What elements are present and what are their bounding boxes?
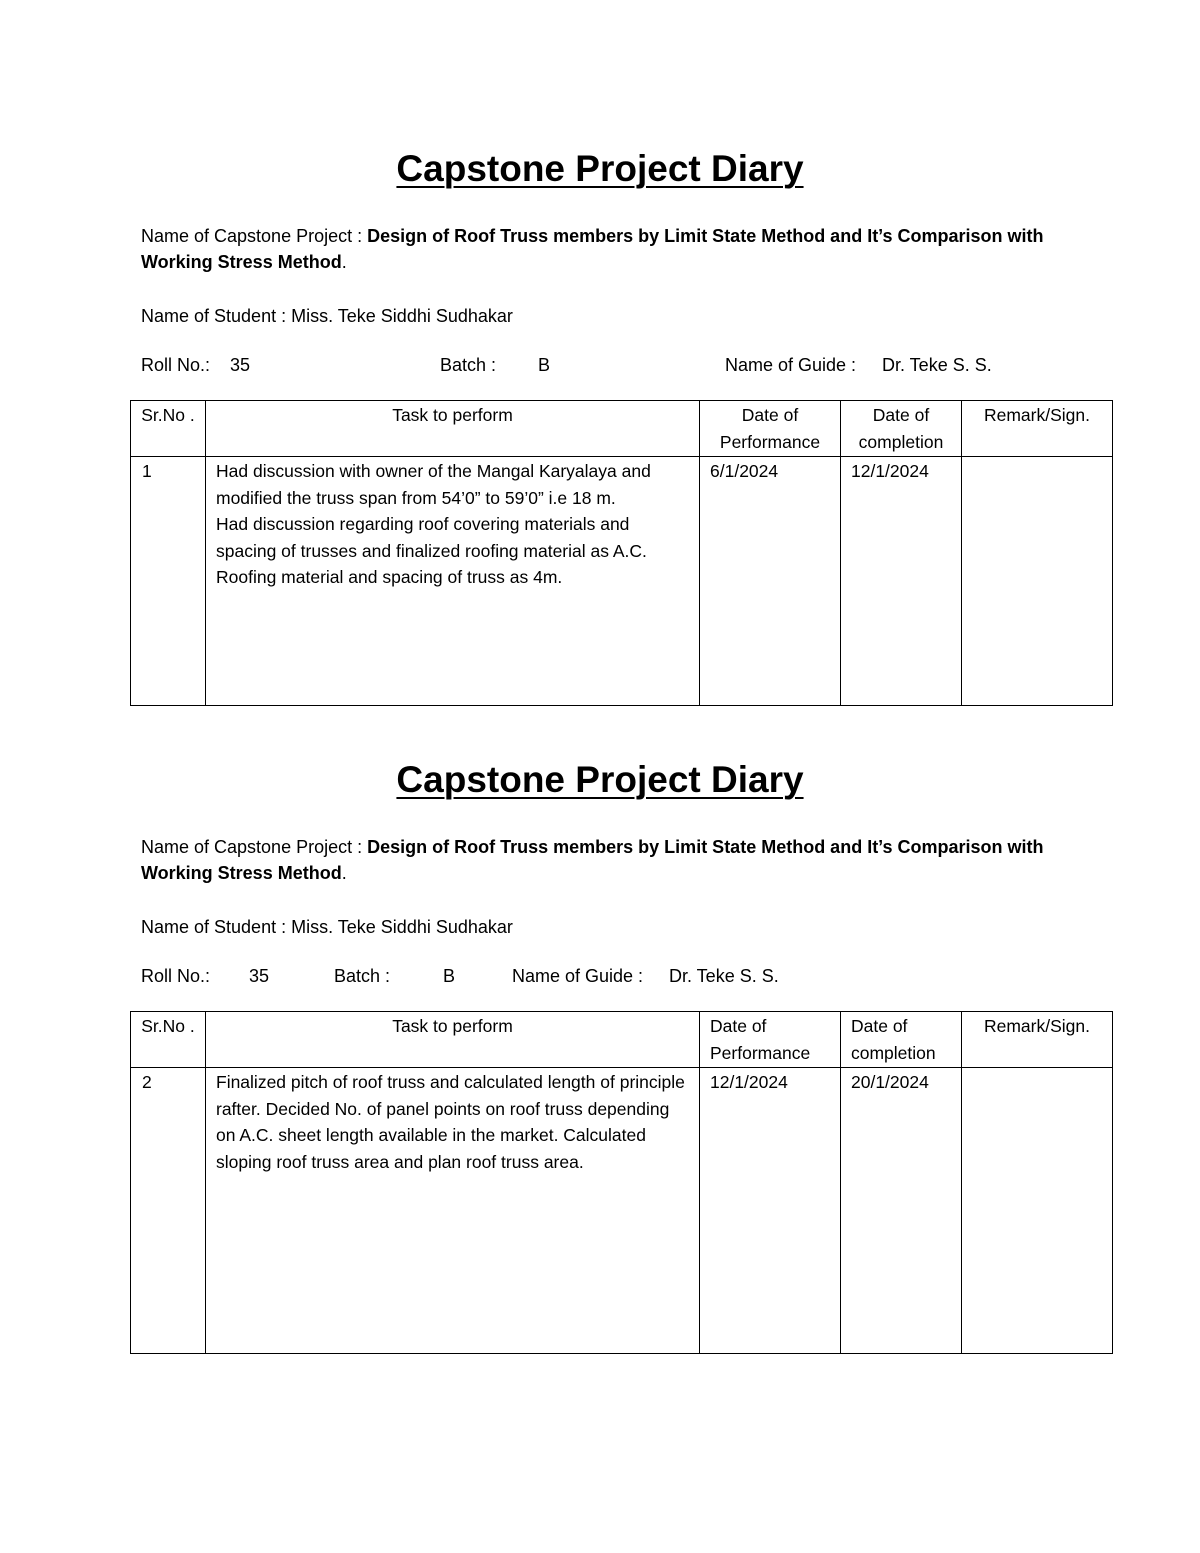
project-name: Design of Roof Truss members by Limit State Method and It’s Comparison with Working Stress Method xyxy=(141,226,1044,272)
header-date-performance: Date of Performance xyxy=(700,1012,841,1068)
header-remark: Remark/Sign. xyxy=(962,1012,1113,1068)
header-date-completion: Date of completion xyxy=(841,1012,962,1068)
row-date-completion: 12/1/2024 xyxy=(841,457,962,706)
page-title: Capstone Project Diary xyxy=(396,148,804,189)
table-header-row xyxy=(131,401,1113,457)
project-name-line xyxy=(141,223,1071,275)
batch-label: Batch : xyxy=(440,355,497,375)
task-paragraph: Had discussion with owner of the Mangal Karyalaya and modified the truss span from 54’0” to 59’0” i.e 18 m. xyxy=(216,461,651,508)
header-sr-no: Sr.No . xyxy=(131,1012,206,1068)
guide-label: Name of Guide : xyxy=(512,966,644,986)
header-task: Task to perform xyxy=(206,401,700,457)
project-suffix: . xyxy=(341,863,347,883)
row-date-completion: 20/1/2024 xyxy=(841,1068,962,1354)
row-date-performance: 6/1/2024 xyxy=(700,457,841,706)
project-name-line xyxy=(141,834,1071,886)
task-paragraph: Had discussion regarding roof covering materials and spacing of trusses and finalized roofing material as A.C. Roofing material and spacing of truss as 4m. xyxy=(216,514,647,587)
student-name: Miss. Teke Siddhi Sudhakar xyxy=(291,917,513,937)
page-title: Capstone Project Diary xyxy=(396,759,804,800)
project-label: Name of Capstone Project : xyxy=(141,226,363,246)
roll-label: Roll No.: xyxy=(141,966,211,986)
batch-label: Batch : xyxy=(334,966,391,986)
roll-value: 35 xyxy=(249,966,270,986)
row-sr-no: 2 xyxy=(131,1068,206,1354)
table-row xyxy=(131,457,1113,706)
guide-label: Name of Guide : xyxy=(725,355,857,375)
batch-value: B xyxy=(538,355,551,375)
header-remark: Remark/Sign. xyxy=(962,401,1113,457)
header-date-completion: Date of completion xyxy=(841,401,962,457)
row-remark xyxy=(962,1068,1113,1354)
diary-table xyxy=(130,400,1113,706)
project-name: Design of Roof Truss members by Limit State Method and It’s Comparison with Working Stress Method xyxy=(141,837,1044,883)
student-label: Name of Student : xyxy=(141,917,287,937)
diary-table xyxy=(130,1011,1113,1354)
roll-label: Roll No.: xyxy=(141,355,211,375)
project-label: Name of Capstone Project : xyxy=(141,837,363,857)
student-label: Name of Student : xyxy=(141,306,287,326)
roll-value: 35 xyxy=(230,355,251,375)
row-sr-no: 1 xyxy=(131,457,206,706)
project-suffix: . xyxy=(341,252,347,272)
row-task xyxy=(206,1068,700,1354)
student-name-line xyxy=(141,914,513,940)
header-date-performance: Date of Performance xyxy=(700,401,841,457)
guide-value: Dr. Teke S. S. xyxy=(669,966,779,986)
row-remark xyxy=(962,457,1113,706)
task-paragraph: Finalized pitch of roof truss and calculated length of principle rafter. Decided No. of panel points on roof truss depending on A.C. sheet length available in the market. Calculated sloping roof truss area and plan roof truss area. xyxy=(216,1072,685,1172)
row-date-performance: 12/1/2024 xyxy=(700,1068,841,1354)
guide-value: Dr. Teke S. S. xyxy=(882,355,992,375)
student-name-line xyxy=(141,303,513,329)
table-row xyxy=(131,1068,1113,1354)
student-name: Miss. Teke Siddhi Sudhakar xyxy=(291,306,513,326)
row-task xyxy=(206,457,700,706)
table-header-row xyxy=(131,1012,1113,1068)
header-sr-no: Sr.No . xyxy=(131,401,206,457)
batch-value: B xyxy=(443,966,456,986)
header-task: Task to perform xyxy=(206,1012,700,1068)
